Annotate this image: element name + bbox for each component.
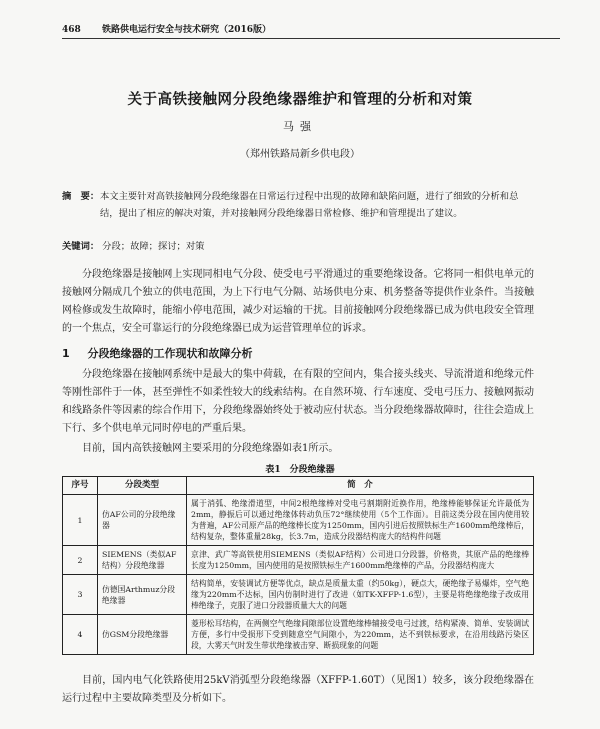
table-header-cell: 分段类型 [98,477,187,495]
intro-paragraph: 分段绝缘器是接触网上实现同相电气分段、使受电弓平滑通过的重要绝缘设备。它将同一相供电单元的接触网分隔成几个独立的供电范围，为上下行电气分隔、站场供电分束、机务整备等提供作业条件。当接触网检修或发生故障时，能缩小停电范围，减少对运输的干扰。目前接触网分段绝缘器已成为供电段安全管理的一个焦点，安全可靠运行的分段绝缘器已成为运营管理单位的诉求。 [62,269,534,334]
section-title: 分段绝缘器的工作现状和故障分析 [87,347,253,360]
table-cell: 3 [63,575,98,615]
keywords-text: 分段；故障；探讨；对策 [102,241,205,252]
table-intro-paragraph: 目前，国内高铁接触网主要采用的分段绝缘器如表1所示。 [82,443,339,454]
table-cell: 结构简单，安装调试方便等优点，缺点是质量太重（约50kg），硬点大，硬绝缘子易爆炸，空气绝缘为220mm不达标，国内仿制时进行了改进（如TK-XFFP-1.6型），主要是将绝缘绝缘子改成用棒绝缘子，克服了进口分段器质量大大的问题 [187,575,534,615]
table-row [63,495,534,546]
table-cell: 属于消弧、绝缘滑道型，中间2根绝缘棒对受电弓割期附近换作用，绝缘棒能够保证允许最低为2mm，静振后可以通过绝缘体转动负压72°继续使用（5个工作面）。目前这类分段在国内使用较为普遍，AF公司原产品的绝缘棒长度为1250mm，国内引进后按照铁标生产1600mm绝缘棒后，结构复杂，整体重量28kg，长3.7m，造成分段器结构庞大的结构件问题 [187,495,534,546]
abstract-text: 本文主要针对高铁接触网分段绝缘器在日常运行过程中出现的故障和缺陷问题，进行了细致的分析和总结，提出了相应的解决对策，并对接触网分段绝缘器日常检修、维护和管理提出了建议。 [100,191,519,219]
table-header-cell: 简 介 [187,477,534,495]
insulator-table [62,476,534,655]
table-cell: 2 [63,546,98,575]
table-cell: SIEMENS（类似AF结构）分段绝缘器 [98,546,187,575]
keywords-label: 关键词： [62,241,100,252]
paper-title: 关于高铁接触网分段绝缘器维护和管理的分析和对策 [127,92,473,108]
author: 马强 [283,120,317,133]
table-cell: 1 [63,495,98,546]
page-number: 468 [62,25,81,35]
table-cell: 菱形松耳结构，在两侧空气绝缘间隙部位设置绝缘棒辅接受电弓过渡，结构紧凑、简单、安装调试方便，多行中受损形下受到随意空气间隙小，为220mm，达不到铁标要求，在沿用线路污染区段，大雾天气时发生带状绝缘被击穿、断损现象的问题 [187,615,534,655]
table-cell: 仿AF公司的分段绝缘器 [98,495,187,546]
table-row [63,615,534,655]
table-caption: 表1 分段绝缘器 [265,465,335,475]
journal-name: 铁路供电运行安全与技术研究（2016版） [101,25,271,35]
table-cell: 京津、武广等高铁使用SIEMENS（类似AF结构）公司进口分段器，价格贵，其原产品的绝缘棒长度为1250mm，国内使用的是按照铁标生产1600mm绝缘棒的产品，分段器结构庞大 [187,546,534,575]
section1-paragraph: 分段绝缘器在接触网系统中是最大的集中荷载，在有限的空间内，集合接头线夹、导流滑道和绝缘元件等刚性部件于一体，甚至弹性不如柔性较大的线索结构。在自然环境、行车速度、受电弓压力、接触网振动和线路条件等因素的综合作用下，分段绝缘器始终处于被动应付状态。当分段绝缘器故障时，往往会造成上下行、多个供电单元同时停电的严重后果。 [62,369,534,434]
abstract [62,188,532,222]
table-header-row [63,477,534,495]
page-header [62,22,560,39]
table-row [63,575,534,615]
keywords [62,238,532,252]
table-row [63,546,534,575]
section-number: 1 [62,347,70,360]
abstract-label: 摘 要： [62,191,100,202]
table-cell: 4 [63,615,98,655]
table-cell: 仿德国Arthmuz分段绝缘器 [98,575,187,615]
table-header-cell: 序号 [63,477,98,495]
closing-paragraph: 目前，国内电气化铁路使用25kV消弧型分段绝缘器（XFFP-1.60T）（见图1）较多，该分段绝缘器在运行过程中主要故障类型及分析如下。 [62,675,534,704]
table-cell: 仿GSM分段绝缘器 [98,615,187,655]
section-heading [62,345,253,361]
affiliation: （郑州铁路局新乡供电段） [240,149,360,160]
